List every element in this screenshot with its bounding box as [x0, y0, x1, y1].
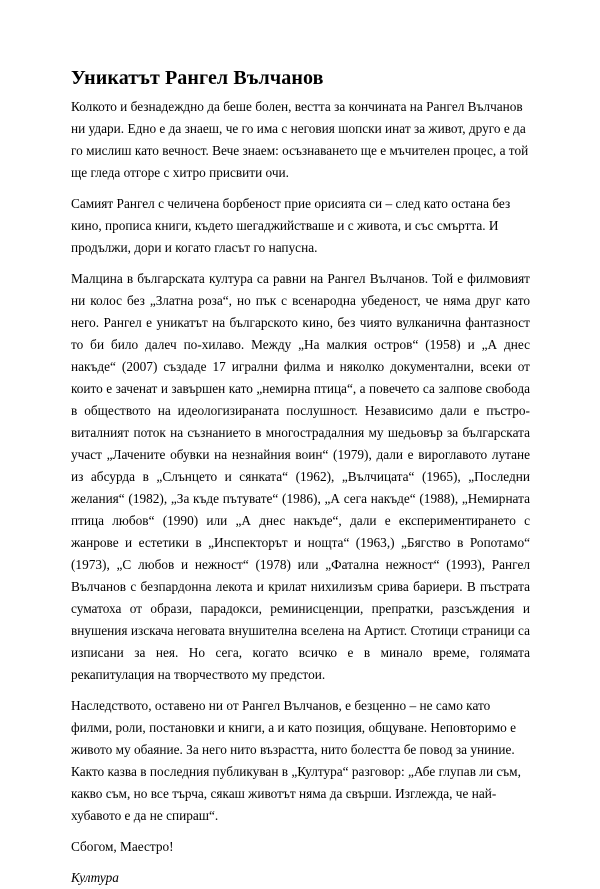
paragraph-resilience: Самият Рангел с челичена борбеност прие орисията си – след като остана без кино, прописа книги, където шегаджийстваше и с живота, и със смъртта. И продължи, дори и когато гласът го напусна.: [71, 196, 511, 255]
article-title: Уникатът Рангел Вълчанов: [71, 67, 324, 89]
article-body: [71, 66, 530, 889]
closing-farewell: Сбогом, Маестро!: [71, 839, 174, 854]
paragraph-intro: Колкото и безнадеждно да беше болен, вестта за кончината на Рангел Вълчанов ни удари. Едно е да знаеш, че го има с неговия шопски инат за живот, друго е да го мислиш като вечност. Вече знаем: осъзнаването ще е мъчителен процес, а той ще гледа отгоре с хитро присвити очи.: [71, 99, 529, 180]
paragraph-filmography: Малцина в българската култура са равни на Рангел Вълчанов. Той е филмовият ни колос без „Златна роза“, но пък с всенародна убеденост, че няма друг като него. Рангел е уникатът на българското кино, без чиято вулканична фантазност то би било далеч по-хилаво. Между „На малкия остров“ (1958) и „А днес накъде“ (2007) създаде 17 игрални филма и няколко документални, всеки от които е заченат и завършен като „немирна птица“, а повечето са залпове свобода в обществото на идеологизираната послушност. Независимо дали е пъстро-виталният поток на съзнанието в многострадалния му шедьовър за българската участ „Лачените обувки на незнайния воин“ (1979), дали е вироглавото лутане из абсурда в „Слънцето и сянката“ (1962), „Вълчицата“ (1965), „Последни желания“ (1982), „За къде пътувате“ (1986), „А сега накъде“ (1988), „Немирната птица любов“ (1990) или „А днес накъде“, дали е експериментирането с жанрове и естетики в „Инспекторът и нощта“ (1963,) „Бягство в Ропотамо“ (1973), „С любов и нежност“ (1978) или „Фатална нежност“ (1993), Рангел Вълчанов с безпардонна лекота и крилат нихилизъм срива бариери. В пъстрата суматоха от образи, парадокси, реминисценции, препратки, разсъждения и внушения изскача неговата внушителна вселена на Артист. Стотици страници са изписани за нея. Но сега, когато всичко е в минало време, голямата рекапитулация на творчеството му предстои.: [71, 271, 530, 682]
source-attribution: Култура: [71, 870, 119, 885]
paragraph-legacy: Наследството, оставено ни от Рангел Вълчанов, е безценно – не само като филми, роли, постановки и книги, а и като позиция, общуване. Неповторимо е живото му обаяние. За него нито възрастта, нито болестта бе повод за униние. Както казва в последния публикуван в „Култура“ разговор: „Абе глупав ли съм, какво съм, но все търча, сякаш животът няма да свърши. Изглежда, че най-хубавото е да не спираш“.: [71, 698, 521, 823]
